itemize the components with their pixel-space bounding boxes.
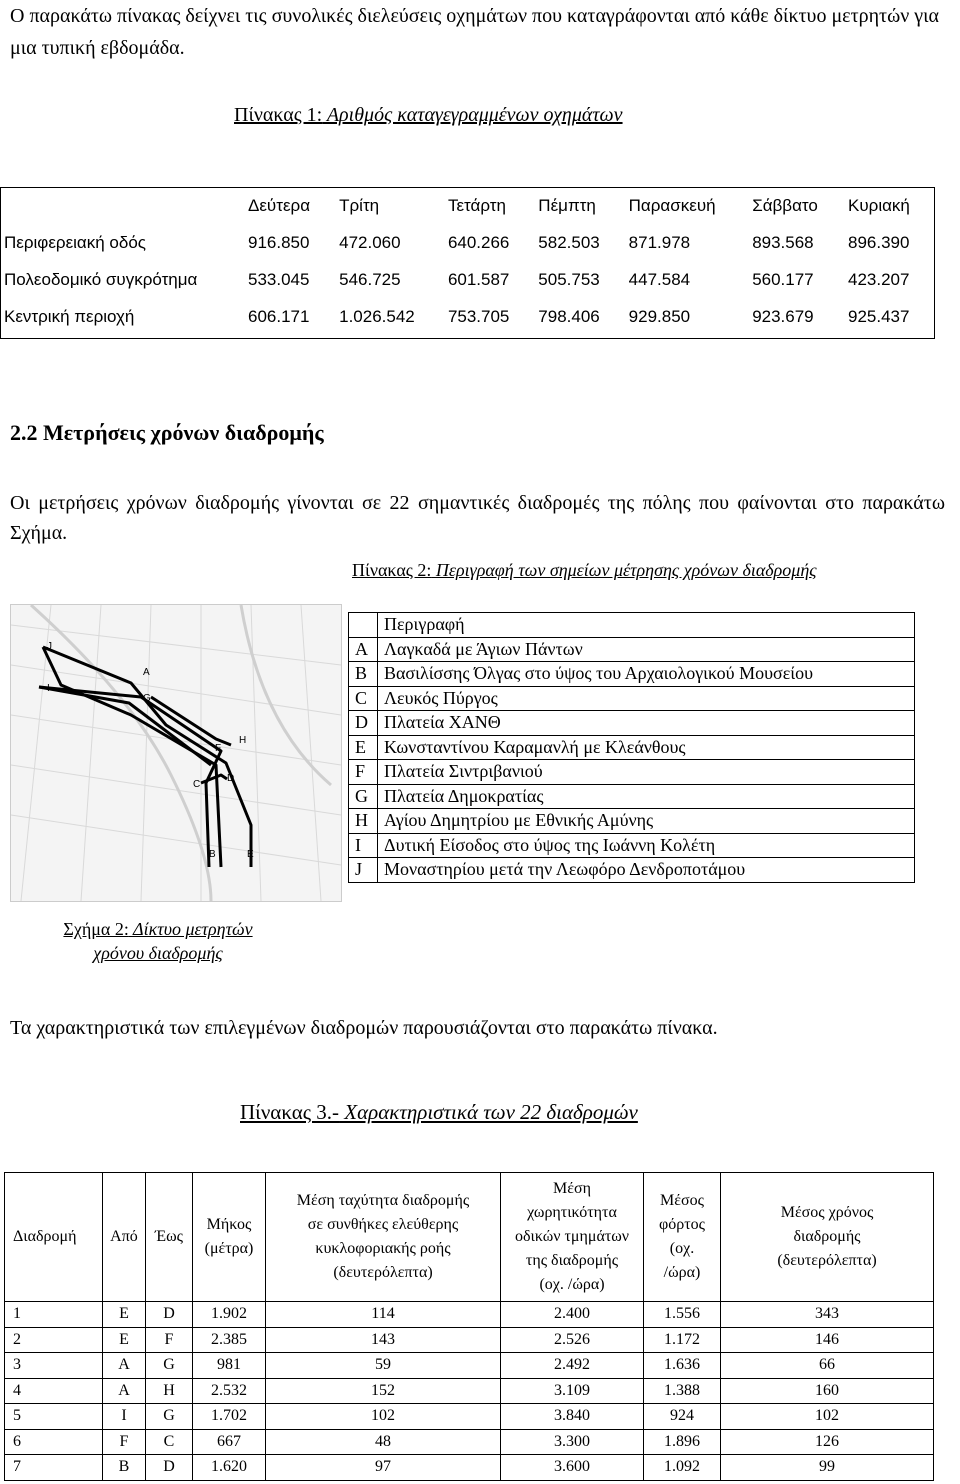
- header-line: χωρητικότητα: [527, 1204, 617, 1221]
- table1-day: Τρίτη: [339, 195, 380, 215]
- header-line: Μέσος χρόνος: [780, 1204, 874, 1221]
- table2-caption-text: Περιγραφή των σημείων μέτρησης χρόνων διαδρομής: [431, 560, 817, 580]
- table-cell: 1.388: [644, 1378, 721, 1404]
- point-desc: Μοναστηρίου μετά την Λεωφόρο Δενδροποτάμου: [378, 858, 915, 883]
- table-cell: F: [146, 1327, 193, 1353]
- header-line: της διαδρομής: [525, 1252, 619, 1269]
- point-key: J: [349, 858, 378, 883]
- cell: 546.725: [339, 269, 401, 289]
- table-row: [349, 858, 915, 883]
- table-cell: 97: [266, 1455, 501, 1481]
- table-cell: 1.902: [193, 1302, 266, 1328]
- row-name: Κεντρική περιοχή: [4, 306, 135, 326]
- header-line: Μέση ταχύτητα διαδρομής: [296, 1192, 470, 1209]
- point-key: I: [349, 833, 378, 858]
- header-load: [644, 1173, 721, 1302]
- header-line: διαδρομής: [793, 1228, 861, 1245]
- map-label-g: G: [143, 693, 151, 704]
- table-cell: 102: [721, 1404, 934, 1430]
- point-desc: Λαγκαδά με Άγιων Πάντων: [378, 637, 915, 662]
- table-cell: 3.109: [501, 1378, 644, 1404]
- cell: 1.026.542: [339, 306, 415, 326]
- point-desc: Δυτική Είσοδος στο ύψος της Ιωάννη Κολέτη: [378, 833, 915, 858]
- header-line: Έως: [155, 1228, 183, 1245]
- table2-header-row: [349, 613, 915, 638]
- point-key: H: [349, 809, 378, 834]
- cell: 640.266: [447, 232, 510, 252]
- cell: 505.753: [538, 269, 600, 289]
- header-line: Μήκος: [206, 1216, 252, 1233]
- table-row: [0, 224, 935, 261]
- table2-header: Περιγραφή: [378, 613, 915, 638]
- header-line: Από: [110, 1228, 138, 1245]
- cell: 472.060: [339, 232, 401, 252]
- table-row: [5, 1353, 934, 1379]
- table-row: [349, 711, 915, 736]
- table-row: [349, 784, 915, 809]
- cell: 753.705: [447, 306, 510, 326]
- section-heading: 2.2 Μετρήσεις χρόνων διαδρομής: [10, 420, 324, 445]
- row-name: Περιφερειακή οδός: [4, 232, 147, 252]
- table-cell: 343: [721, 1302, 934, 1328]
- table2: [348, 612, 915, 883]
- table-row: [349, 686, 915, 711]
- point-desc: Πλατεία ΧΑΝΘ: [378, 711, 915, 736]
- header-line: Μέσος: [660, 1192, 704, 1209]
- table-cell: 3.300: [501, 1429, 644, 1455]
- header-line: Μέση: [553, 1180, 591, 1197]
- table-cell: 143: [266, 1327, 501, 1353]
- cell: 606.171: [248, 306, 310, 326]
- table-cell: 1.620: [193, 1455, 266, 1481]
- table-cell: H: [146, 1378, 193, 1404]
- cell: 896.390: [848, 232, 910, 252]
- header-line: οδικών τμημάτων: [514, 1228, 630, 1245]
- header-route: [5, 1173, 103, 1302]
- table1-day: Παρασκευή: [628, 195, 716, 215]
- map-label-c: C: [193, 779, 201, 790]
- map-label-j: J: [47, 641, 52, 652]
- table3-caption-text: Χαρακτηριστικά των 22 διαδρομών: [339, 1100, 638, 1124]
- table-row: [349, 637, 915, 662]
- table-cell: 114: [266, 1302, 501, 1328]
- table-cell: 2.492: [501, 1353, 644, 1379]
- point-key: E: [349, 735, 378, 760]
- row-name: Πολεοδομικό συγκρότημα: [4, 269, 198, 289]
- table-cell: 2.400: [501, 1302, 644, 1328]
- table1-caption-prefix: Πίνακας 1:: [234, 104, 323, 126]
- table1-caption-text: Αριθμός καταγεγραμμένων οχημάτων: [322, 104, 623, 126]
- intro-paragraph: Ο παρακάτω πίνακας δείχνει τις συνολικές διελεύσεις οχημάτων που καταγράφονται από κάθε δίκτυο μετρητών για μια τυπική εβδομάδα.: [10, 5, 939, 59]
- point-key: F: [349, 760, 378, 785]
- header-line: (δευτερόλεπτα): [333, 1264, 433, 1281]
- table2-caption: [352, 560, 817, 581]
- header-free-flow: [266, 1173, 501, 1302]
- table3-caption-prefix: Πίνακας 3.-: [240, 1100, 340, 1124]
- table-cell: E: [103, 1302, 146, 1328]
- header-line: /ώρα): [663, 1264, 701, 1281]
- point-desc: Κωνσταντίνου Καραμανλή με Κλεάνθους: [378, 735, 915, 760]
- header-travel-time: [721, 1173, 934, 1302]
- table1-day: Τετάρτη: [447, 195, 506, 215]
- cell: 929.850: [628, 306, 691, 326]
- table3-header-row: [5, 1173, 934, 1302]
- table-cell: 1.636: [644, 1353, 721, 1379]
- table-cell: 667: [193, 1429, 266, 1455]
- table-cell: 1.556: [644, 1302, 721, 1328]
- table-row: [5, 1404, 934, 1430]
- table-row: [5, 1378, 934, 1404]
- table-row: [349, 760, 915, 785]
- figure-caption-line2: χρόνου διαδρομής: [93, 943, 223, 963]
- table-cell: 1.702: [193, 1404, 266, 1430]
- map-drawing: [11, 605, 341, 901]
- table-cell: 981: [193, 1353, 266, 1379]
- table-cell: 4: [5, 1378, 103, 1404]
- cell: 423.207: [848, 269, 910, 289]
- table-cell: C: [146, 1429, 193, 1455]
- map-label-i: I: [47, 683, 50, 694]
- table-cell: 99: [721, 1455, 934, 1481]
- header-line: (μέτρα): [204, 1240, 254, 1257]
- header-line: σε συνθήκες ελεύθερης: [307, 1216, 459, 1233]
- point-key: C: [349, 686, 378, 711]
- table-cell: 1: [5, 1302, 103, 1328]
- header-capacity: [501, 1173, 644, 1302]
- point-key: A: [349, 637, 378, 662]
- table2-caption-prefix: Πίνακας 2:: [352, 560, 432, 580]
- table3: [4, 1172, 934, 1481]
- table-cell: E: [103, 1327, 146, 1353]
- header-from: [103, 1173, 146, 1302]
- header-line: Διαδρομή: [13, 1228, 77, 1245]
- point-desc: Πλατεία Σιντριβανιού: [378, 760, 915, 785]
- table-cell: 66: [721, 1353, 934, 1379]
- figure-caption-line1: Δίκτυο μετρητών: [128, 919, 253, 939]
- header-length: [193, 1173, 266, 1302]
- table1-header-row: [0, 187, 935, 224]
- table3-body: [5, 1302, 934, 1481]
- point-desc: Πλατεία Δημοκρατίας: [378, 784, 915, 809]
- table1-day: Σάββατο: [752, 195, 818, 215]
- table1-day: Κυριακή: [848, 195, 910, 215]
- map-label-a: A: [143, 667, 150, 678]
- table-cell: 3.600: [501, 1455, 644, 1481]
- table-cell: 7: [5, 1455, 103, 1481]
- table-cell: 5: [5, 1404, 103, 1430]
- header-line: (δευτερόλεπτα): [777, 1252, 877, 1269]
- point-desc: Αγίου Δημητρίου με Εθνικής Αμύνης: [378, 809, 915, 834]
- table-cell: 2.385: [193, 1327, 266, 1353]
- table-cell: 59: [266, 1353, 501, 1379]
- map-label-f: F: [215, 743, 222, 754]
- table-cell: 2.526: [501, 1327, 644, 1353]
- table-cell: 1.092: [644, 1455, 721, 1481]
- table-row: [349, 833, 915, 858]
- table-cell: A: [103, 1378, 146, 1404]
- table-cell: 126: [721, 1429, 934, 1455]
- cell: 447.584: [628, 269, 691, 289]
- table-cell: G: [146, 1353, 193, 1379]
- table-cell: 1.172: [644, 1327, 721, 1353]
- table-cell: G: [146, 1404, 193, 1430]
- table1: [0, 187, 935, 335]
- table-cell: B: [103, 1455, 146, 1481]
- table-cell: D: [146, 1302, 193, 1328]
- cell: 871.978: [628, 232, 691, 252]
- table-cell: 1.896: [644, 1429, 721, 1455]
- table3-caption: [240, 1100, 638, 1125]
- table-cell: 3: [5, 1353, 103, 1379]
- header-line: φόρτος: [659, 1216, 705, 1233]
- table-row: [5, 1327, 934, 1353]
- table-cell: 152: [266, 1378, 501, 1404]
- table-cell: 48: [266, 1429, 501, 1455]
- table-row: [0, 261, 935, 298]
- point-key: B: [349, 662, 378, 687]
- cell: 533.045: [248, 269, 310, 289]
- table-row: [349, 735, 915, 760]
- table-cell: 924: [644, 1404, 721, 1430]
- header-to: [146, 1173, 193, 1302]
- cell: 925.437: [848, 306, 910, 326]
- section-paragraph: Οι μετρήσεις χρόνων διαδρομής γίνονται σε 22 σημαντικές διαδρομές της πόλης που φαίνονται στο παρακάτω Σχήμα.: [10, 492, 945, 544]
- header-line: κυκλοφοριακής ροής: [315, 1240, 451, 1257]
- table-row: [349, 809, 915, 834]
- cell: 916.850: [248, 232, 310, 252]
- table-row: [5, 1302, 934, 1328]
- table1-caption: [234, 104, 623, 127]
- table-row: [0, 298, 935, 335]
- map-label-d: D: [227, 773, 235, 784]
- table-cell: I: [103, 1404, 146, 1430]
- table-cell: 3.840: [501, 1404, 644, 1430]
- point-desc: Λευκός Πύργος: [378, 686, 915, 711]
- table-row: [349, 662, 915, 687]
- table-cell: 6: [5, 1429, 103, 1455]
- summary-text: Τα χαρακτηριστικά των επιλεγμένων διαδρομών παρουσιάζονται στο παρακάτω πίνακα.: [10, 1017, 718, 1039]
- cell: 893.568: [752, 232, 814, 252]
- point-desc: Βασιλίσσης Όλγας στο ύψος του Αρχαιολογικού Μουσείου: [378, 662, 915, 687]
- map-label-e: E: [247, 849, 254, 860]
- map-label-b: B: [209, 849, 216, 860]
- table1-day: Πέμπτη: [538, 195, 596, 215]
- table-row: [5, 1429, 934, 1455]
- figure-caption: [44, 917, 272, 965]
- point-key: G: [349, 784, 378, 809]
- cell: 582.503: [538, 232, 600, 252]
- table1-day: Δεύτερα: [248, 195, 311, 215]
- cell: 923.679: [752, 306, 814, 326]
- table-cell: 2: [5, 1327, 103, 1353]
- table-row: [5, 1455, 934, 1481]
- table-cell: 2.532: [193, 1378, 266, 1404]
- table-cell: 102: [266, 1404, 501, 1430]
- figure-caption-prefix: Σχήμα 2:: [63, 919, 129, 939]
- point-key: D: [349, 711, 378, 736]
- map-label-h: H: [239, 735, 247, 746]
- route-network-map: [10, 604, 342, 902]
- cell: 798.406: [538, 306, 600, 326]
- cell: 601.587: [447, 269, 510, 289]
- table-cell: 146: [721, 1327, 934, 1353]
- header-line: (οχ.: [669, 1240, 695, 1257]
- table-cell: F: [103, 1429, 146, 1455]
- cell: 560.177: [752, 269, 814, 289]
- table-cell: A: [103, 1353, 146, 1379]
- table-cell: D: [146, 1455, 193, 1481]
- header-line: (οχ. /ώρα): [539, 1276, 605, 1293]
- table-cell: 160: [721, 1378, 934, 1404]
